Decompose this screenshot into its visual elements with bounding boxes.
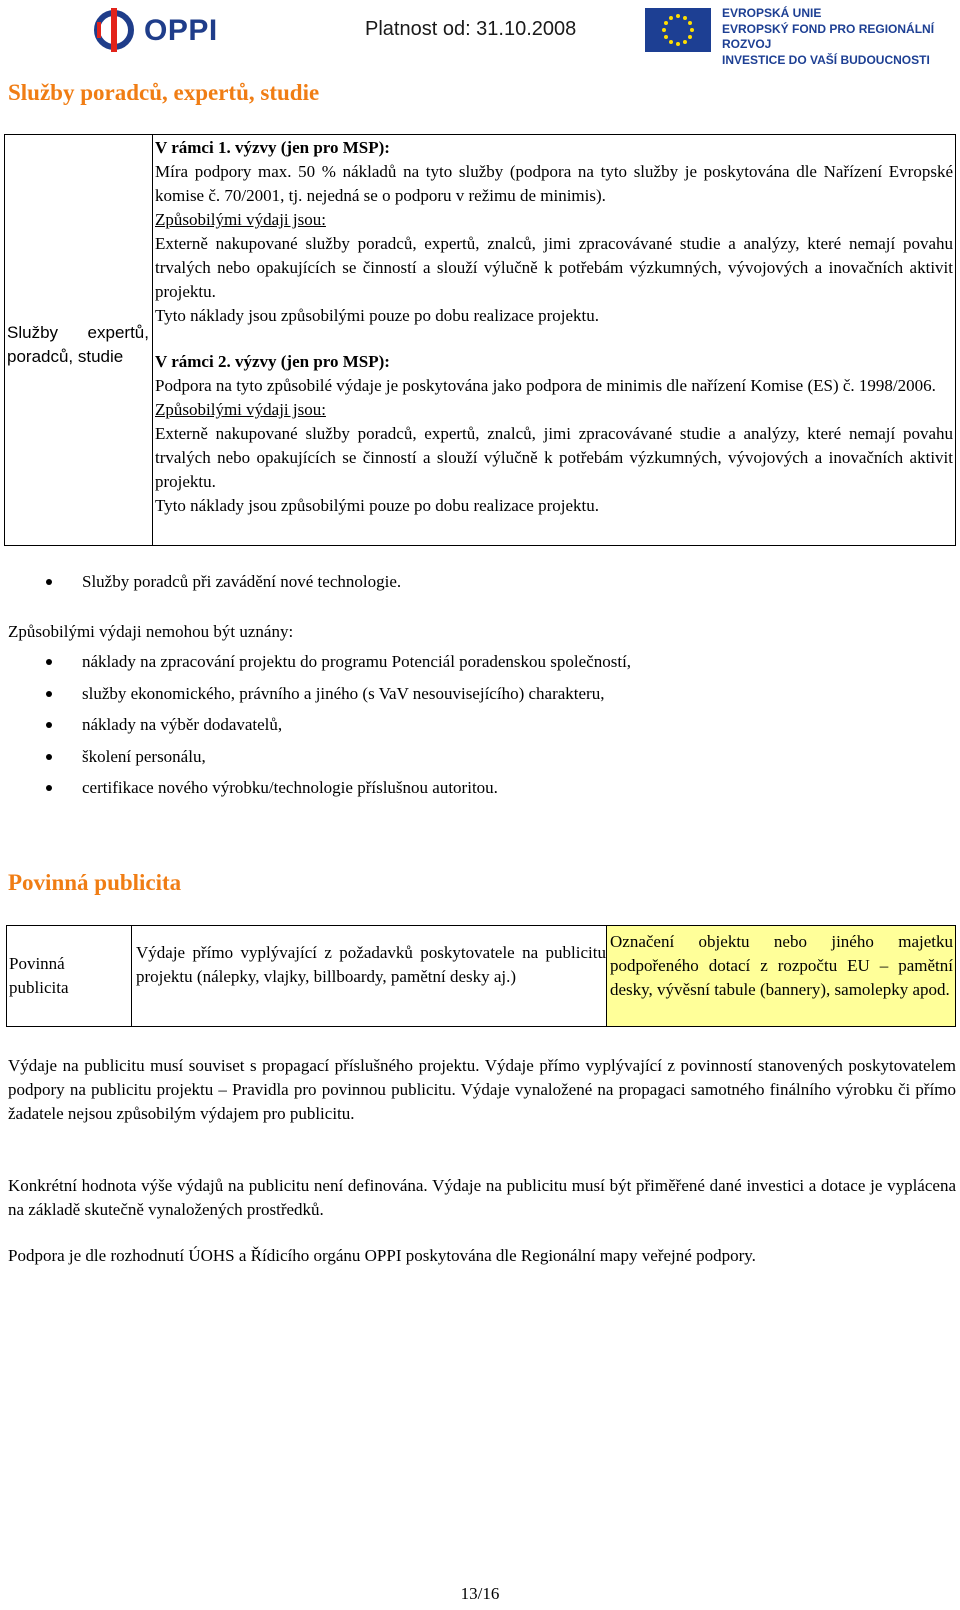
call1-text: Míra podpory max. 50 % nákladů na tyto služby (podpora na tyto služby je poskytována dle Nařízení Evropské komise č. 70/2001, tj. nejedná se o podporu v režimu de minimis).: [155, 162, 953, 205]
spacer: [155, 328, 953, 350]
list-item: [42, 772, 902, 804]
table-content-cell: [155, 136, 953, 518]
eligible-heading: Způsobilými výdaji jsou:: [155, 400, 326, 419]
table-row-label-cell: [5, 135, 153, 545]
bullet-icon: [46, 785, 52, 791]
bullet-icon: [46, 754, 52, 760]
section-title-services: Služby poradců, expertů, studie: [8, 80, 320, 105]
logo-text: OPPI: [144, 14, 218, 47]
publicity-paragraph: Podpora je dle rozhodnutí ÚOHS a Řídicího orgánu OPPI poskytována dle Regionální mapy veřejné podpory.: [8, 1246, 756, 1265]
row-label-line: Služby expertů,: [7, 323, 149, 342]
table-middle-cell: [132, 926, 607, 1026]
oppi-logo: [92, 6, 232, 54]
bullet-icon: [46, 659, 52, 665]
row-label-line: poradců, studie: [7, 347, 124, 366]
table-highlight-cell: [607, 926, 955, 1026]
row-label: [7, 321, 149, 369]
services-table: [4, 134, 956, 546]
duration-text: Tyto náklady jsou způsobilými pouze po dobu realizace projektu.: [155, 306, 600, 325]
validity-date: Platnost od: 31.10.2008: [365, 18, 577, 40]
bullet-icon: [46, 722, 52, 728]
bullet-icon: [46, 691, 52, 697]
publicity-paragraph: Konkrétní hodnota výše výdajů na publicitu není definována. Výdaje na publicitu musí být přiměřené dané investici a dotace je vyplácena na základě skutečně vynaložených prostředků.: [8, 1176, 956, 1219]
eu-caption-line: EVROPSKÝ FOND PRO REGIONÁLNÍ ROZVOJ: [722, 21, 935, 51]
list-item: [42, 709, 902, 741]
ineligible-heading: Způsobilými výdaji nemohou být uznány:: [8, 622, 294, 641]
publicity-table: [6, 925, 956, 1027]
ineligible-list: [42, 646, 902, 804]
call2-heading: V rámci 2. výzvy (jen pro MSP):: [155, 352, 390, 371]
eligible-heading: Způsobilými výdaji jsou:: [155, 210, 326, 229]
list-item-text: školení personálu,: [82, 746, 206, 766]
eu-caption-line: INVESTICE DO VAŠÍ BUDOUCNOSTI: [722, 52, 930, 67]
row-label: Povinná publicita: [9, 954, 69, 997]
oppi-logo-icon: [92, 8, 136, 52]
bullet-icon: [46, 579, 52, 585]
publicity-paragraph: Výdaje na publicitu musí souviset s propagací příslušného projektu. Výdaje přímo vyplývající z povinností stanovených poskytovatelem podpory na publicitu projektu – Pravidla pro povinnou publicitu. Výdaje vynaložené na propagaci samotného finálního výrobku či přímo žadatele nejsou způsobilým výdajem pro publicitu.: [8, 1056, 956, 1123]
list-item-text: služby ekonomického, právního a jiného (s VaV nesouvisejícího) charakteru,: [82, 683, 605, 703]
list-item: [42, 741, 902, 773]
section-title-publicity: Povinná publicita: [8, 870, 182, 895]
page-number: 13/16: [460, 1584, 500, 1603]
eu-caption: [722, 6, 960, 68]
eu-caption-line: EVROPSKÁ UNIE: [722, 6, 822, 20]
call2-text: Podpora na tyto způsobilé výdaje je poskytována jako podpora de minimis dle nařízení Komise (ES) č. 1998/2006.: [155, 376, 936, 395]
services-bullet-list: [42, 566, 902, 598]
publicity-right-text: Označení objektu nebo jiného majetku podpořeného dotací z rozpočtu EU – pamětní desky, vývěsní tabule (bannery), samolepky apod.: [610, 932, 953, 999]
list-item-text: náklady na výběr dodavatelů,: [82, 715, 283, 734]
publicity-middle-text: Výdaje přímo vyplývající z požadavků poskytovatele na publicitu projektu (nálepky, vlajky, billboardy, pamětní desky aj.): [136, 943, 606, 986]
list-item-text: Služby poradců při zavádění nové technologie.: [82, 572, 402, 591]
table-row-label-cell: [7, 926, 132, 1026]
list-item: [42, 646, 902, 678]
eligible-text: Externě nakupované služby poradců, expertů, znalců, jimi zpracovávané studie a analýzy, které nemají povahu trvalých nebo opakujících se činností a slouží výlučně k potřebám výzkumných, vývojových a inovačních aktivit projektu.: [155, 234, 953, 301]
list-item: [42, 678, 902, 710]
eligible-text: Externě nakupované služby poradců, expertů, znalců, jimi zpracovávané studie a analýzy, které nemají povahu trvalých nebo opakujících se činností a slouží výlučně k potřebám výzkumných, vývojových a inovačních aktivit projektu.: [155, 424, 953, 491]
duration-text: Tyto náklady jsou způsobilými pouze po dobu realizace projektu.: [155, 496, 600, 515]
list-item-text: certifikace nového výrobku/technologie příslušnou autoritou.: [82, 778, 498, 797]
call1-heading: V rámci 1. výzvy (jen pro MSP):: [155, 138, 390, 157]
eu-flag-icon: [645, 8, 711, 52]
list-item: [42, 566, 902, 598]
list-item-text: náklady na zpracování projektu do programu Potenciál poradenskou společností,: [82, 652, 632, 671]
